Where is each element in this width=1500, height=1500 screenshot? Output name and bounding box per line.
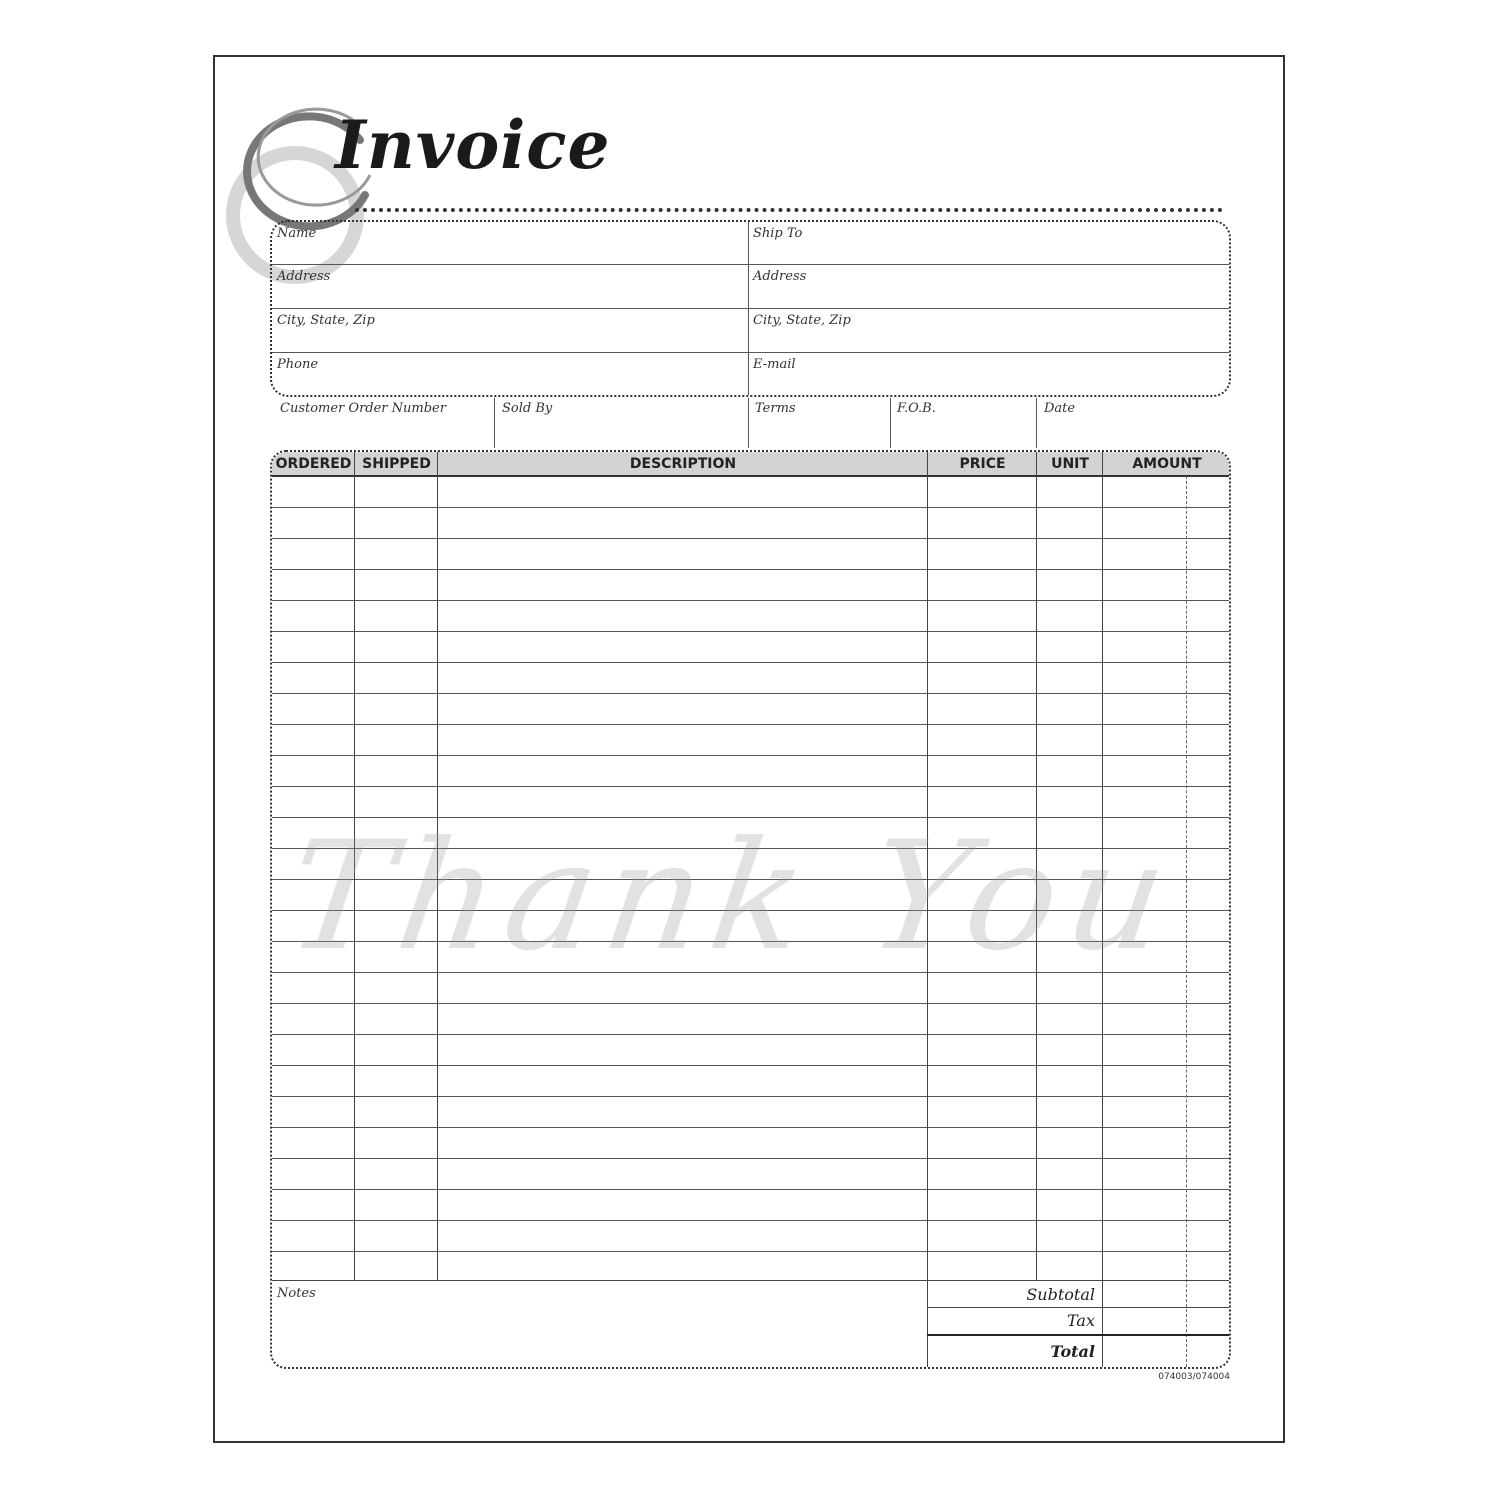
ship-to-field[interactable]: Ship To (753, 226, 803, 241)
cell-amount[interactable] (1103, 787, 1231, 817)
table-row (272, 1035, 1229, 1066)
cell-amount[interactable] (1103, 601, 1231, 631)
table-row (272, 1190, 1229, 1221)
cell-amount[interactable] (1103, 849, 1231, 879)
cell-unit[interactable] (1037, 539, 1103, 569)
cell-price[interactable] (928, 756, 1037, 786)
customer-order-number-field[interactable]: Customer Order Number (280, 401, 446, 416)
city-state-zip-field[interactable]: City, State, Zip (277, 313, 375, 328)
cell-description[interactable] (438, 663, 928, 693)
cell-price[interactable] (928, 1097, 1037, 1127)
cell-price[interactable] (928, 508, 1037, 538)
table-row (272, 818, 1229, 849)
table-row (272, 539, 1229, 570)
cell-amount[interactable] (1103, 1035, 1231, 1065)
table-row (272, 756, 1229, 787)
cell-ordered[interactable] (272, 1066, 355, 1096)
form-code: 074003/074004 (1158, 1372, 1230, 1382)
cell-shipped[interactable] (355, 539, 438, 569)
column-header-unit: UNIT (1051, 456, 1089, 472)
cell-description[interactable] (438, 477, 928, 507)
notes-top-line (272, 1280, 1229, 1281)
cell-amount[interactable] (1103, 1097, 1231, 1127)
cell-description[interactable] (438, 539, 928, 569)
cell-description[interactable] (438, 973, 928, 1003)
cell-description[interactable] (438, 1221, 928, 1251)
cell-price[interactable] (928, 570, 1037, 600)
cell-description[interactable] (438, 694, 928, 724)
cell-shipped[interactable] (355, 756, 438, 786)
email-field[interactable]: E-mail (753, 357, 796, 372)
cell-ordered[interactable] (272, 1035, 355, 1065)
order-info-divider (1036, 398, 1037, 448)
subtotal-label: Subtotal (1026, 1285, 1095, 1304)
cell-shipped[interactable] (355, 911, 438, 941)
cell-unit[interactable] (1037, 849, 1103, 879)
cell-shipped[interactable] (355, 818, 438, 848)
order-info-divider (494, 398, 495, 448)
cell-price[interactable] (928, 477, 1037, 507)
cell-amount[interactable] (1103, 539, 1231, 569)
name-field[interactable]: Name (277, 226, 317, 241)
cell-ordered[interactable] (272, 787, 355, 817)
cell-shipped[interactable] (355, 942, 438, 972)
info-row-line (272, 308, 1229, 309)
cell-shipped[interactable] (355, 725, 438, 755)
cell-price[interactable] (928, 1066, 1037, 1096)
cell-ordered[interactable] (272, 539, 355, 569)
cell-description[interactable] (438, 1190, 928, 1220)
notes-field[interactable]: Notes (277, 1286, 316, 1301)
cell-shipped[interactable] (355, 1035, 438, 1065)
cell-amount[interactable] (1103, 477, 1231, 507)
cell-shipped[interactable] (355, 787, 438, 817)
title-dotted-rule (355, 208, 1223, 212)
cell-unit[interactable] (1037, 601, 1103, 631)
cell-amount[interactable] (1103, 1252, 1231, 1283)
table-row (272, 1066, 1229, 1097)
cell-unit[interactable] (1037, 911, 1103, 941)
cell-description[interactable] (438, 1035, 928, 1065)
table-row (272, 911, 1229, 942)
cell-shipped[interactable] (355, 1159, 438, 1189)
cell-price[interactable] (928, 942, 1037, 972)
date-field[interactable]: Date (1044, 401, 1076, 416)
cell-description[interactable] (438, 725, 928, 755)
cell-price[interactable] (928, 1252, 1037, 1283)
cell-unit[interactable] (1037, 973, 1103, 1003)
cell-shipped[interactable] (355, 508, 438, 538)
total-label: Total (1050, 1342, 1095, 1361)
table-row (272, 1128, 1229, 1159)
table-row (272, 725, 1229, 756)
cell-unit[interactable] (1037, 663, 1103, 693)
cell-ordered[interactable] (272, 1128, 355, 1158)
cell-ordered[interactable] (272, 818, 355, 848)
cell-shipped[interactable] (355, 1128, 438, 1158)
cell-amount[interactable] (1103, 818, 1231, 848)
cell-ordered[interactable] (272, 1252, 355, 1283)
cell-description[interactable] (438, 1252, 928, 1283)
cell-description[interactable] (438, 570, 928, 600)
cell-ordered[interactable] (272, 1004, 355, 1034)
cell-ordered[interactable] (272, 725, 355, 755)
column-line (1102, 452, 1103, 1367)
cell-amount[interactable] (1103, 1128, 1231, 1158)
fob-field[interactable]: F.O.B. (897, 401, 936, 416)
cell-ordered[interactable] (272, 1221, 355, 1251)
cell-unit[interactable] (1037, 756, 1103, 786)
cell-price[interactable] (928, 1221, 1037, 1251)
info-row-line (272, 352, 1229, 353)
subtotal-line (927, 1307, 1229, 1308)
cell-unit[interactable] (1037, 570, 1103, 600)
cell-amount[interactable] (1103, 1004, 1231, 1034)
table-header (272, 452, 1229, 477)
cell-unit[interactable] (1037, 508, 1103, 538)
table-row (272, 849, 1229, 880)
cell-shipped[interactable] (355, 1221, 438, 1251)
table-row (272, 787, 1229, 818)
cell-shipped[interactable] (355, 694, 438, 724)
cell-amount[interactable] (1103, 911, 1231, 941)
cell-shipped[interactable] (355, 601, 438, 631)
cell-amount[interactable] (1103, 632, 1231, 662)
cell-price[interactable] (928, 1035, 1037, 1065)
cell-unit[interactable] (1037, 1128, 1103, 1158)
table-row (272, 601, 1229, 632)
phone-field[interactable]: Phone (277, 357, 319, 372)
column-header-amount: AMOUNT (1132, 456, 1202, 472)
cell-description[interactable] (438, 601, 928, 631)
cell-shipped[interactable] (355, 477, 438, 507)
cell-amount[interactable] (1103, 942, 1231, 972)
cell-unit[interactable] (1037, 1066, 1103, 1096)
cell-shipped[interactable] (355, 973, 438, 1003)
cell-amount[interactable] (1103, 725, 1231, 755)
cell-unit[interactable] (1037, 1221, 1103, 1251)
cell-unit[interactable] (1037, 1190, 1103, 1220)
cell-description[interactable] (438, 942, 928, 972)
ship-address-field[interactable]: Address (753, 269, 807, 284)
cell-unit[interactable] (1037, 818, 1103, 848)
cell-ordered[interactable] (272, 880, 355, 910)
cell-price[interactable] (928, 787, 1037, 817)
cell-unit[interactable] (1037, 880, 1103, 910)
table-row (272, 508, 1229, 539)
cell-price[interactable] (928, 1128, 1037, 1158)
column-line (354, 452, 355, 1280)
sold-by-field[interactable]: Sold By (502, 401, 553, 416)
column-line (437, 452, 438, 1280)
order-info-divider (748, 398, 749, 448)
invoice-title: Invoice (335, 106, 611, 184)
column-line (927, 452, 928, 1367)
cell-shipped[interactable] (355, 1252, 438, 1283)
column-header-shipped: SHIPPED (362, 456, 431, 472)
cell-price[interactable] (928, 1004, 1037, 1034)
cell-ordered[interactable] (272, 942, 355, 972)
cell-description[interactable] (438, 1066, 928, 1096)
cell-ordered[interactable] (272, 1097, 355, 1127)
info-row-line (272, 264, 1229, 265)
table-row (272, 477, 1229, 508)
table-row (272, 632, 1229, 663)
cell-price[interactable] (928, 694, 1037, 724)
table-row (272, 880, 1229, 911)
cell-shipped[interactable] (355, 663, 438, 693)
cell-unit[interactable] (1037, 1097, 1103, 1127)
line-items-table (270, 450, 1231, 1369)
tax-label: Tax (1067, 1311, 1095, 1330)
cell-description[interactable] (438, 1159, 928, 1189)
cell-description[interactable] (438, 632, 928, 662)
cell-shipped[interactable] (355, 1190, 438, 1220)
cell-description[interactable] (438, 880, 928, 910)
cents-divider (1186, 476, 1187, 1367)
table-row (272, 570, 1229, 601)
cell-price[interactable] (928, 539, 1037, 569)
cell-unit[interactable] (1037, 1004, 1103, 1034)
cell-ordered[interactable] (272, 849, 355, 879)
cell-ordered[interactable] (272, 911, 355, 941)
cell-unit[interactable] (1037, 725, 1103, 755)
cell-amount[interactable] (1103, 973, 1231, 1003)
cell-price[interactable] (928, 1190, 1037, 1220)
cell-amount[interactable] (1103, 1190, 1231, 1220)
cell-ordered[interactable] (272, 973, 355, 1003)
cell-ordered[interactable] (272, 1190, 355, 1220)
cell-description[interactable] (438, 1004, 928, 1034)
cell-ordered[interactable] (272, 601, 355, 631)
order-info-divider (890, 398, 891, 448)
cell-ordered[interactable] (272, 756, 355, 786)
table-row (272, 942, 1229, 973)
cell-price[interactable] (928, 725, 1037, 755)
cell-ordered[interactable] (272, 570, 355, 600)
cell-ordered[interactable] (272, 663, 355, 693)
cell-shipped[interactable] (355, 880, 438, 910)
cell-shipped[interactable] (355, 849, 438, 879)
cell-amount[interactable] (1103, 663, 1231, 693)
cell-description[interactable] (438, 818, 928, 848)
cell-ordered[interactable] (272, 632, 355, 662)
cell-unit[interactable] (1037, 787, 1103, 817)
cell-unit[interactable] (1037, 477, 1103, 507)
cell-ordered[interactable] (272, 1159, 355, 1189)
cell-unit[interactable] (1037, 1252, 1103, 1283)
cell-price[interactable] (928, 663, 1037, 693)
column-header-description: DESCRIPTION (629, 456, 737, 472)
cell-price[interactable] (928, 973, 1037, 1003)
column-header-ordered: ORDERED (275, 456, 352, 472)
cell-unit[interactable] (1037, 942, 1103, 972)
table-row (272, 694, 1229, 725)
cell-amount[interactable] (1103, 570, 1231, 600)
cell-shipped[interactable] (355, 1097, 438, 1127)
table-row (272, 1221, 1229, 1252)
cell-shipped[interactable] (355, 570, 438, 600)
table-row (272, 973, 1229, 1004)
cell-price[interactable] (928, 911, 1037, 941)
cell-amount[interactable] (1103, 1066, 1231, 1096)
ship-city-state-zip-field[interactable]: City, State, Zip (753, 313, 851, 328)
cell-shipped[interactable] (355, 1066, 438, 1096)
cell-amount[interactable] (1103, 1159, 1231, 1189)
cell-amount[interactable] (1103, 508, 1231, 538)
cell-unit[interactable] (1037, 1035, 1103, 1065)
table-row (272, 663, 1229, 694)
cell-price[interactable] (928, 601, 1037, 631)
address-field[interactable]: Address (277, 269, 331, 284)
table-row (272, 1159, 1229, 1190)
cell-description[interactable] (438, 756, 928, 786)
cell-price[interactable] (928, 880, 1037, 910)
cell-price[interactable] (928, 849, 1037, 879)
cell-amount[interactable] (1103, 880, 1231, 910)
cell-description[interactable] (438, 1097, 928, 1127)
cell-description[interactable] (438, 849, 928, 879)
cell-unit[interactable] (1037, 632, 1103, 662)
cell-amount[interactable] (1103, 694, 1231, 724)
terms-field[interactable]: Terms (755, 401, 796, 416)
cell-amount[interactable] (1103, 1221, 1231, 1251)
cell-ordered[interactable] (272, 477, 355, 507)
cell-description[interactable] (438, 911, 928, 941)
tax-line (927, 1334, 1229, 1336)
cell-ordered[interactable] (272, 508, 355, 538)
cell-price[interactable] (928, 1159, 1037, 1189)
cell-description[interactable] (438, 1128, 928, 1158)
thank-you-watermark: Thank You (277, 810, 1187, 984)
cell-description[interactable] (438, 787, 928, 817)
cell-unit[interactable] (1037, 694, 1103, 724)
cell-shipped[interactable] (355, 1004, 438, 1034)
cell-unit[interactable] (1037, 1159, 1103, 1189)
cell-shipped[interactable] (355, 632, 438, 662)
cell-description[interactable] (438, 508, 928, 538)
column-line (1036, 452, 1037, 1280)
table-row (272, 1252, 1229, 1283)
column-header-price: PRICE (959, 456, 1006, 472)
cell-amount[interactable] (1103, 756, 1231, 786)
table-row (272, 1004, 1229, 1035)
table-row (272, 1097, 1229, 1128)
cell-price[interactable] (928, 632, 1037, 662)
cell-price[interactable] (928, 818, 1037, 848)
cell-ordered[interactable] (272, 694, 355, 724)
